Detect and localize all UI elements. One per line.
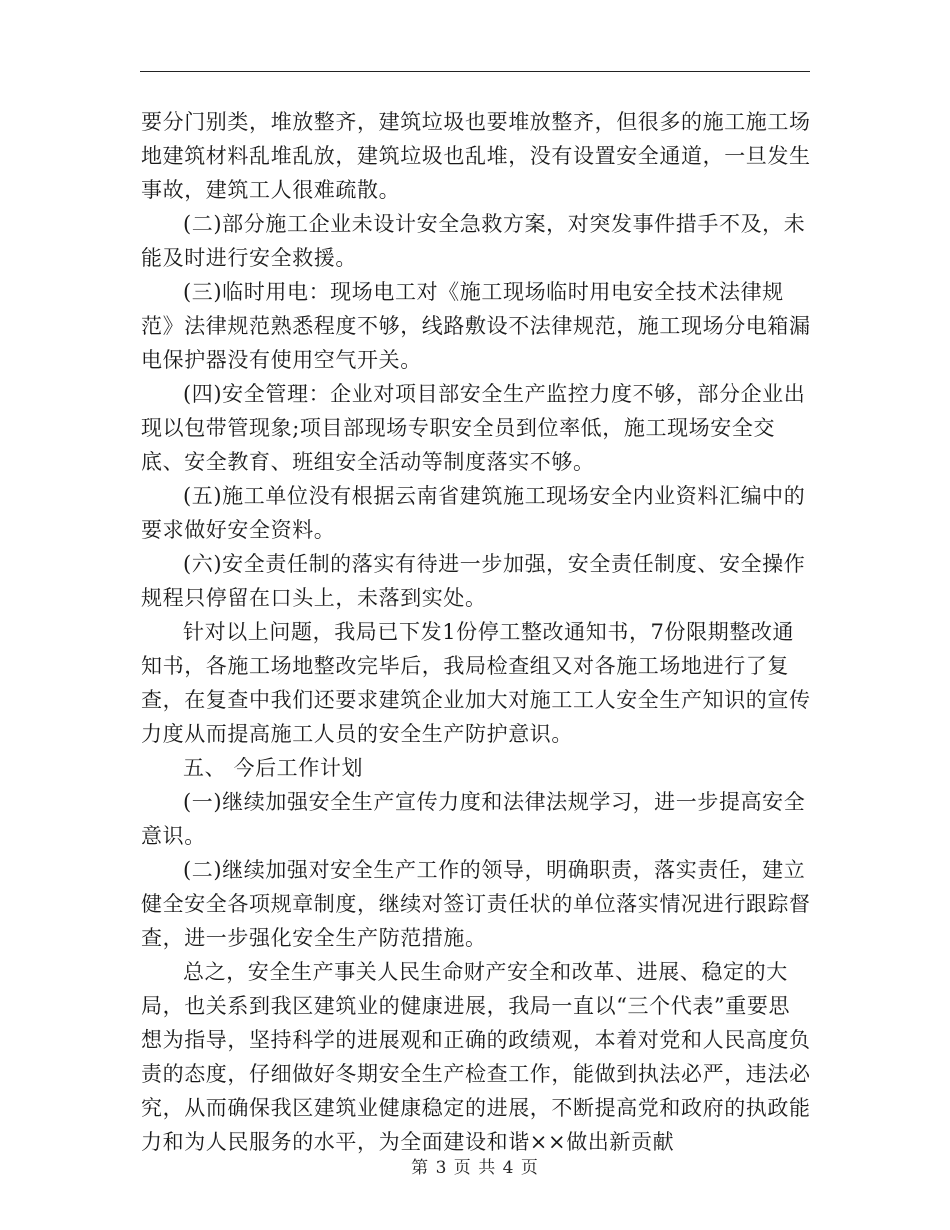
paragraph-plan-1: (一)继续加强安全生产宣传力度和法律法规学习，进一步提高安全意识。	[141, 790, 806, 848]
paragraph-continuation: 要分门别类，堆放整齐，建筑垃圾也要堆放整齐，但很多的施工施工场地建筑材料乱堆乱放，建筑垃圾也乱堆，没有设置安全通道，一旦发生事故，建筑工人很难疏散。	[141, 110, 811, 202]
paragraph-item-4: (四)安全管理：企业对项目部安全生产监控力度不够，部分企业出现以包带管现象;项目部现场专职安全员到位率低，施工现场安全交底、安全教育、班组安全活动等制度落实不够。	[141, 382, 806, 474]
paragraph-item-5: (五)施工单位没有根据云南省建筑施工现场安全内业资料汇编中的要求做好安全资料。	[141, 484, 806, 542]
header-rule	[140, 71, 810, 72]
paragraph-item-6: (六)安全责任制的落实有待进一步加强，安全责任制度、安全操作规程只停留在口头上，未落到实处。	[141, 552, 806, 610]
page-number-footer: 第 3 页 共 4 页	[411, 1158, 539, 1178]
document-body	[141, 105, 811, 1159]
paragraph-rectification: 针对以上问题，我局已下发1份停工整改通知书，7份限期整改通知书，各施工场地整改完毕后，我局检查组又对各施工场地进行了复查，在复查中我们还要求建筑企业加大对施工工人安全生产知识的宣传力度从而提高施工人员的安全生产防护意识。	[141, 620, 811, 746]
paragraph-item-3: (三)临时用电：现场电工对《施工现场临时用电安全技术法律规范》法律规范熟悉程度不够，线路敷设不法律规范，施工现场分电箱漏电保护器没有使用空气开关。	[141, 280, 811, 372]
paragraph-conclusion: 总之，安全生产事关人民生命财产安全和改革、进展、稳定的大局，也关系到我区建筑业的健康进展，我局一直以“三个代表”重要思想为指导，坚持科学的进展观和正确的政绩观，本着对党和人民高度负责的态度，仔细做好冬期安全生产检查工作，能做到执法必严，违法必究，从而确保我区建筑业健康稳定的进展，不断提高党和政府的执政能力和为人民服务的水平，为全面建设和谐××做出新贡献	[141, 960, 811, 1154]
paragraph-item-2: (二)部分施工企业未设计安全急救方案，对突发事件措手不及，未能及时进行安全救援。	[141, 212, 806, 270]
section-heading-future-plan: 五、 今后工作计划	[183, 756, 364, 780]
paragraph-plan-2: (二)继续加强对安全生产工作的领导，明确职责，落实责任，建立健全安全各项规章制度，继续对签订责任状的单位落实情况进行跟踪督查，进一步强化安全生产防范措施。	[141, 858, 811, 950]
